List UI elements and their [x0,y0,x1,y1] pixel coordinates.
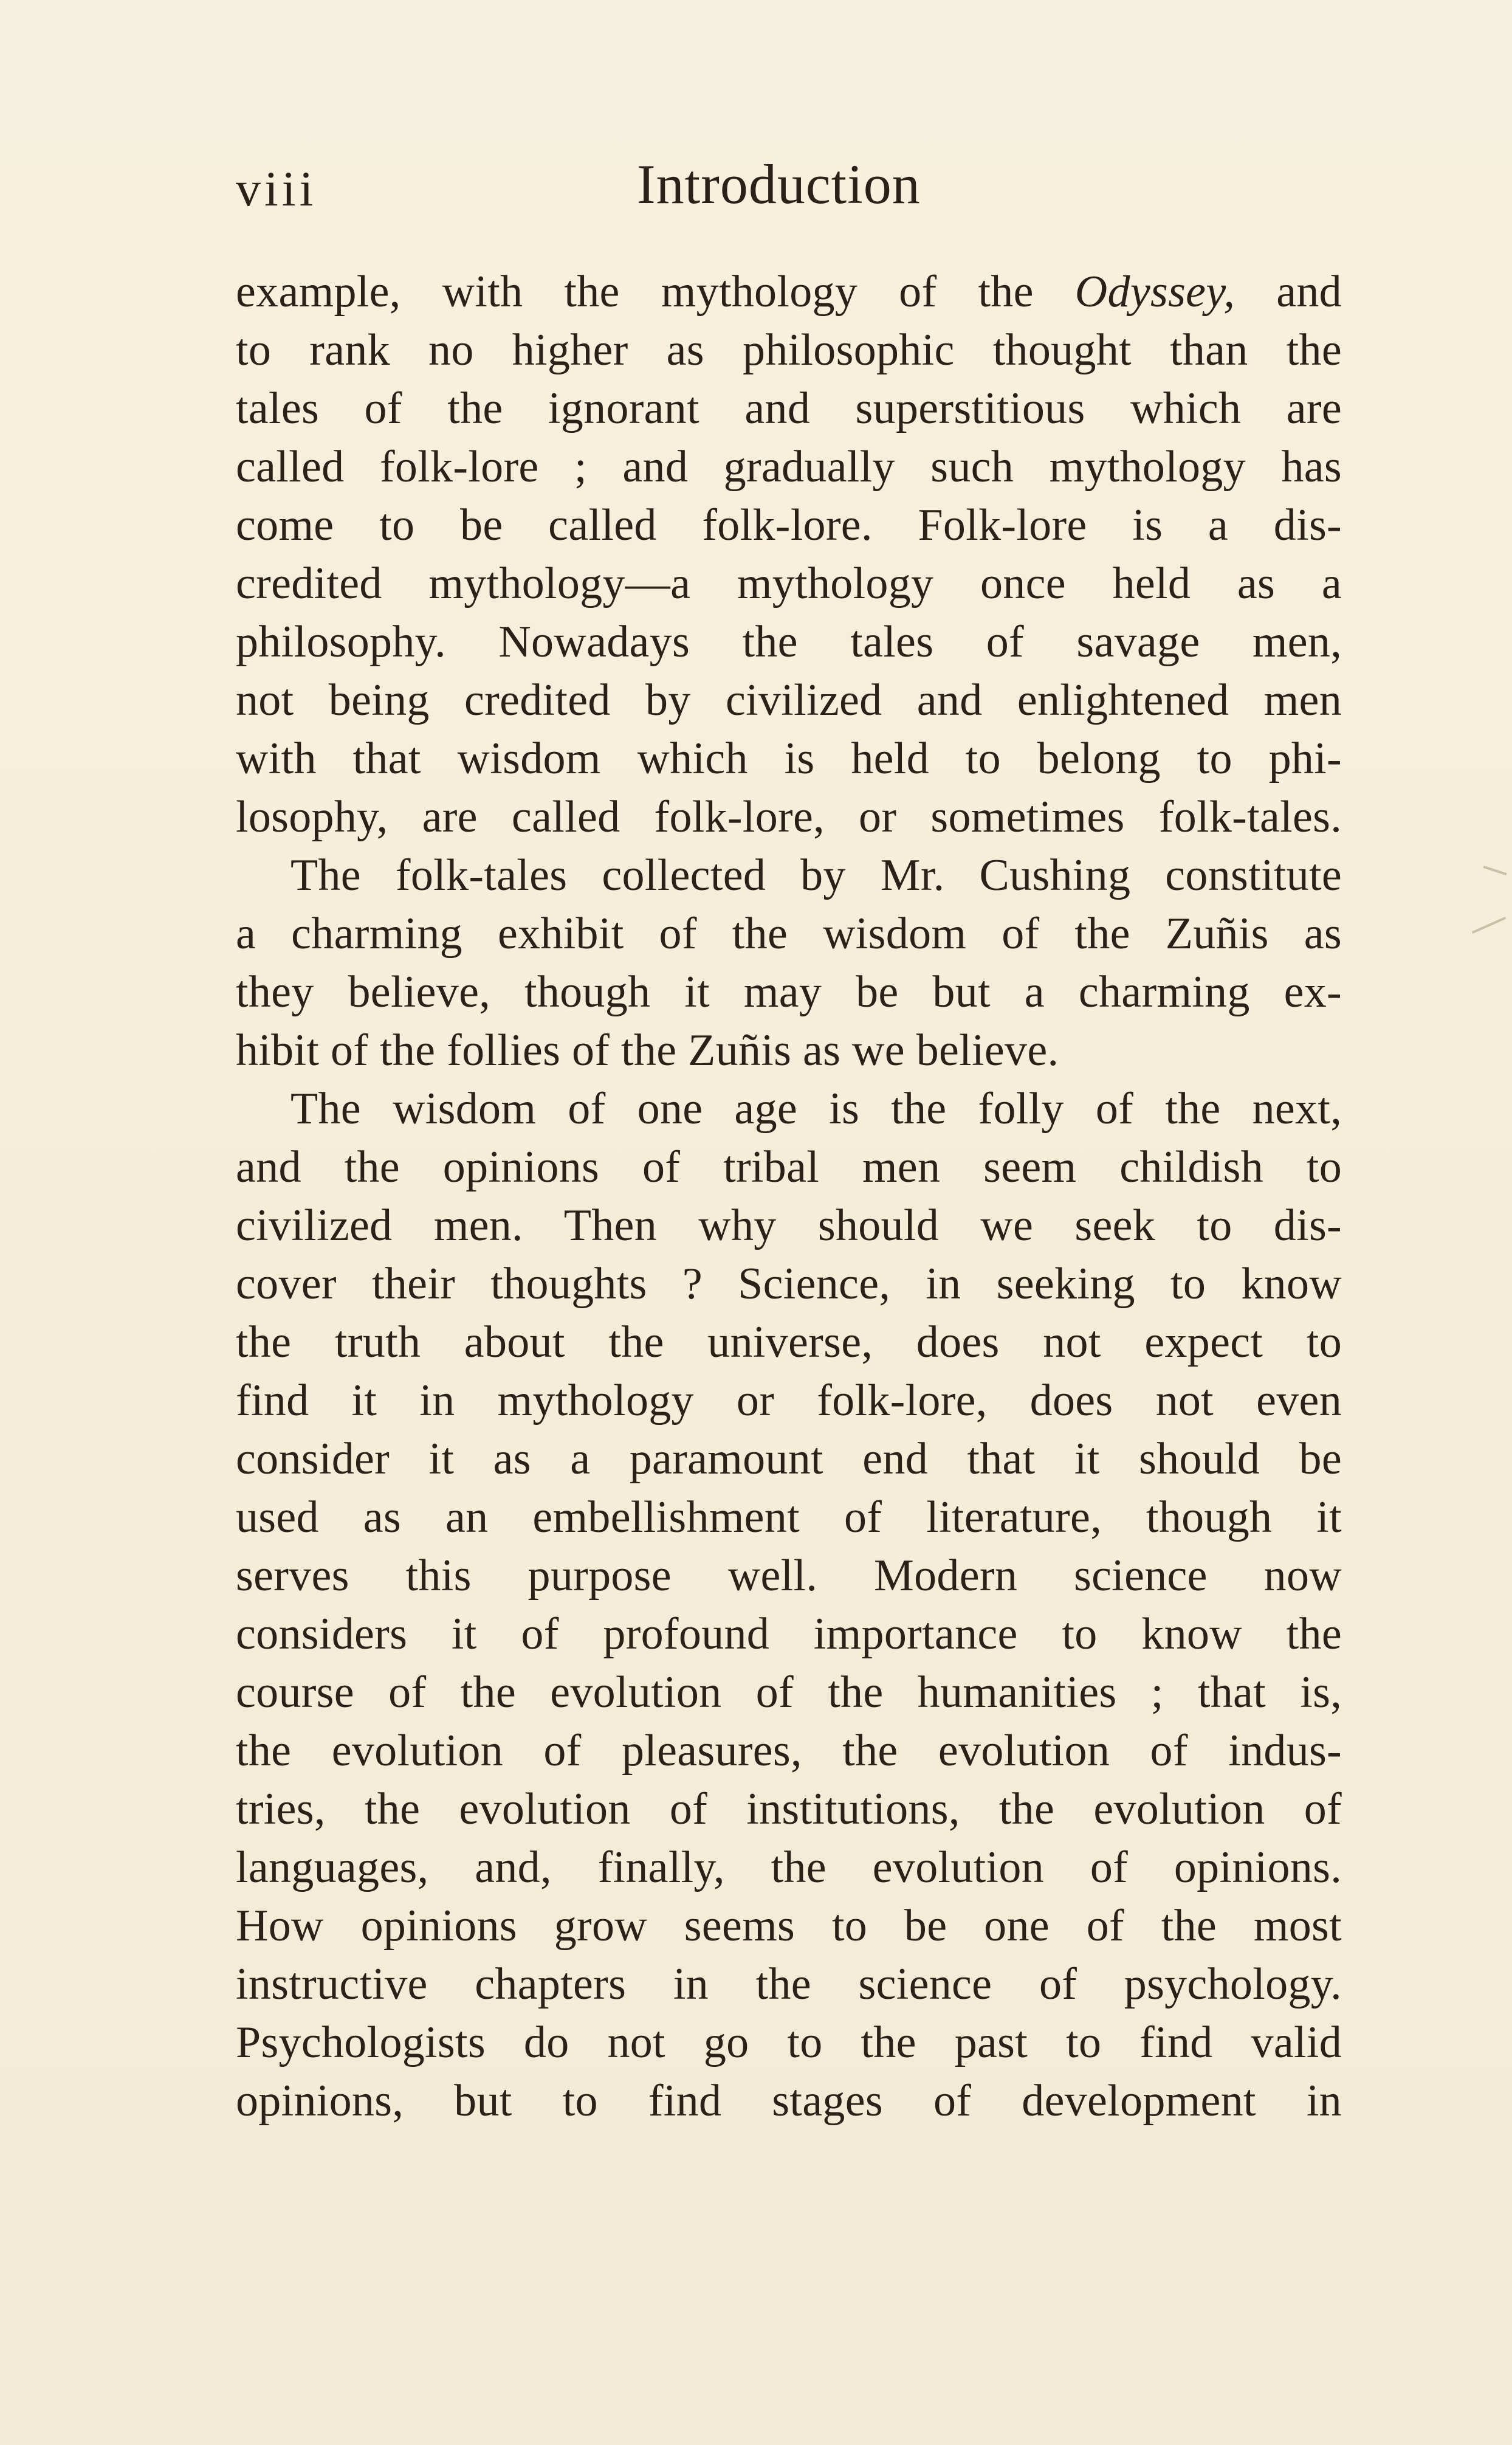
margin-mark [1472,917,1506,934]
running-head [236,152,1342,225]
margin-mark [1483,866,1507,875]
text-line-31: Psychologists do not go to the past to find valid [236,2018,1342,2067]
text-line-15: The wisdom of one age is the folly of the next, [290,1084,1342,1134]
text-line-7: philosophy. Nowadays the tales of savage men, [236,617,1342,667]
text-line-12: a charming exhibit of the wisdom of the Zuñis as [236,909,1342,959]
text-line-9: with that wisdom which is held to belong to phi- [236,734,1342,784]
text-line-24: considers it of profound importance to know the [236,1609,1342,1659]
text-line-5: come to be called folk-lore. Folk-lore is a dis- [236,500,1342,550]
italic-title: Odyssey, [1074,267,1235,317]
page-number: viii [236,161,317,216]
text-line-17: civilized men. Then why should we seek to dis- [236,1201,1342,1250]
text-line-3: tales of the ignorant and superstitious which are [236,384,1342,433]
text-line-14: hibit of the follies of the Zuñis as we believe. [236,1026,1059,1075]
text-line-25: course of the evolution of the humanities ; that is, [236,1667,1342,1717]
text-line-13: they believe, though it may be but a charming ex- [236,967,1342,1017]
text-line-6: credited mythology—a mythology once held as a [236,559,1342,609]
text-line-4: called folk-lore ; and gradually such mythology has [236,442,1342,492]
text-line-27: tries, the evolution of institutions, the evolution of [236,1784,1342,1834]
text-line-26: the evolution of pleasures, the evolution of indus- [236,1726,1342,1776]
text-line-21: consider it as a paramount end that it should be [236,1434,1342,1484]
text-line-11: The folk-tales collected by Mr. Cushing constitute [290,850,1342,900]
text-line-1: example, with the mythology of the Odyssey, and [236,267,1342,317]
text-line-10: losophy, are called folk-lore, or sometimes folk-tales. [236,792,1342,842]
text-line-16: and the opinions of tribal men seem childish to [236,1142,1342,1192]
text-line-29: How opinions grow seems to be one of the most [236,1901,1342,1951]
text-line-28: languages, and, finally, the evolution of opinions. [236,1843,1342,1892]
body-text [236,263,1342,2130]
text-line-30: instructive chapters in the science of psychology. [236,1959,1342,2009]
text-line-18: cover their thoughts ? Science, in seeking to know [236,1259,1342,1309]
text-line-2: to rank no higher as philosophic thought than the [236,325,1342,375]
text-line-32: opinions, but to find stages of development in [236,2076,1342,2126]
text-line-8: not being credited by civilized and enlightened men [236,675,1342,725]
text-line-22: used as an embellishment of literature, though it [236,1492,1342,1542]
text-line-19: the truth about the universe, does not expect to [236,1317,1342,1367]
text-line-20: find it in mythology or folk-lore, does not even [236,1376,1342,1426]
text-line-23: serves this purpose well. Modern science now [236,1551,1342,1601]
running-title: Introduction [637,153,921,215]
